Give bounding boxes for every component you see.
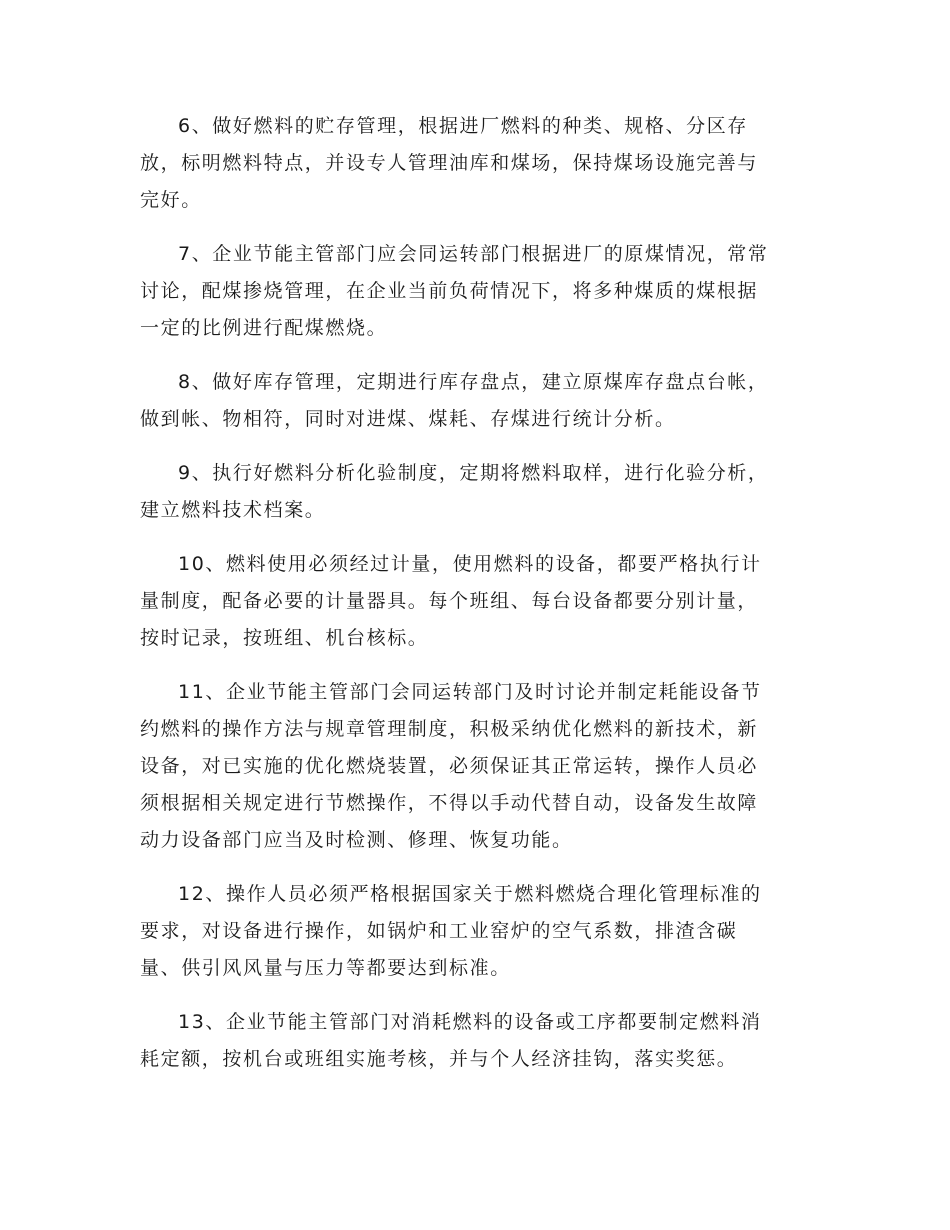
paragraph-line: 要求，对设备进行操作，如锅炉和工业窑炉的空气系数，排渣含碳 — [140, 920, 738, 942]
paragraph-line: 8、做好库存管理，定期进行库存盘点，建立原煤库存盘点台帐， — [178, 371, 769, 393]
paragraph-line: 6、做好燃料的贮存管理，根据进厂燃料的种类、规格、分区存 — [178, 115, 748, 137]
document-body — [140, 108, 810, 1095]
paragraph-line: 讨论，配煤掺烧管理，在企业当前负荷情况下，将多种煤质的煤根据 — [140, 280, 759, 302]
paragraph-line: 量制度，配备必要的计量器具。每个班组、每台设备都要分别计量， — [140, 590, 759, 612]
paragraph-12 — [140, 876, 810, 987]
paragraph-10 — [140, 546, 810, 657]
paragraph-line: 完好。 — [140, 189, 202, 211]
paragraph-8 — [140, 364, 810, 438]
paragraph-9 — [140, 455, 810, 529]
paragraph-13 — [140, 1004, 810, 1078]
paragraph-line: 9、执行好燃料分析化验制度，定期将燃料取样，进行化验分析， — [178, 462, 769, 484]
paragraph-line: 放，标明燃料特点，并设专人管理油库和煤场，保持煤场设施完善与 — [140, 152, 759, 174]
paragraph-line: 一定的比例进行配煤燃烧。 — [140, 317, 388, 339]
paragraph-6 — [140, 108, 810, 219]
paragraph-line: 耗定额，按机台或班组实施考核，并与个人经济挂钩，落实奖惩。 — [140, 1048, 738, 1070]
paragraph-line: 7、企业节能主管部门应会同运转部门根据进厂的原煤情况，常常 — [178, 243, 769, 265]
paragraph-line: 按时记录，按班组、机台核标。 — [140, 627, 429, 649]
paragraph-line: 设备，对已实施的优化燃烧装置，必须保证其正常运转，操作人员必 — [140, 755, 759, 777]
paragraph-line: 量、供引风风量与压力等都要达到标准。 — [140, 957, 511, 979]
paragraph-line: 12、操作人员必须严格根据国家关于燃料燃烧合理化管理标准的 — [178, 883, 762, 905]
paragraph-line: 11、企业节能主管部门会同运转部门及时讨论并制定耗能设备节 — [178, 681, 762, 703]
paragraph-line: 须根据相关规定进行节燃操作，不得以手动代替自动，设备发生故障 — [140, 792, 759, 814]
paragraph-line: 做到帐、物相符，同时对进煤、煤耗、存煤进行统计分析。 — [140, 408, 676, 430]
paragraph-11 — [140, 674, 810, 859]
paragraph-line: 10、燃料使用必须经过计量，使用燃料的设备，都要严格执行计 — [178, 553, 762, 575]
paragraph-line: 动力设备部门应当及时检测、修理、恢复功能。 — [140, 829, 573, 851]
paragraph-line: 约燃料的操作方法与规章管理制度，积极采纳优化燃料的新技术，新 — [140, 718, 759, 740]
paragraph-line: 13、企业节能主管部门对消耗燃料的设备或工序都要制定燃料消 — [178, 1011, 762, 1033]
paragraph-7 — [140, 236, 810, 347]
paragraph-line: 建立燃料技术档案。 — [140, 499, 326, 521]
